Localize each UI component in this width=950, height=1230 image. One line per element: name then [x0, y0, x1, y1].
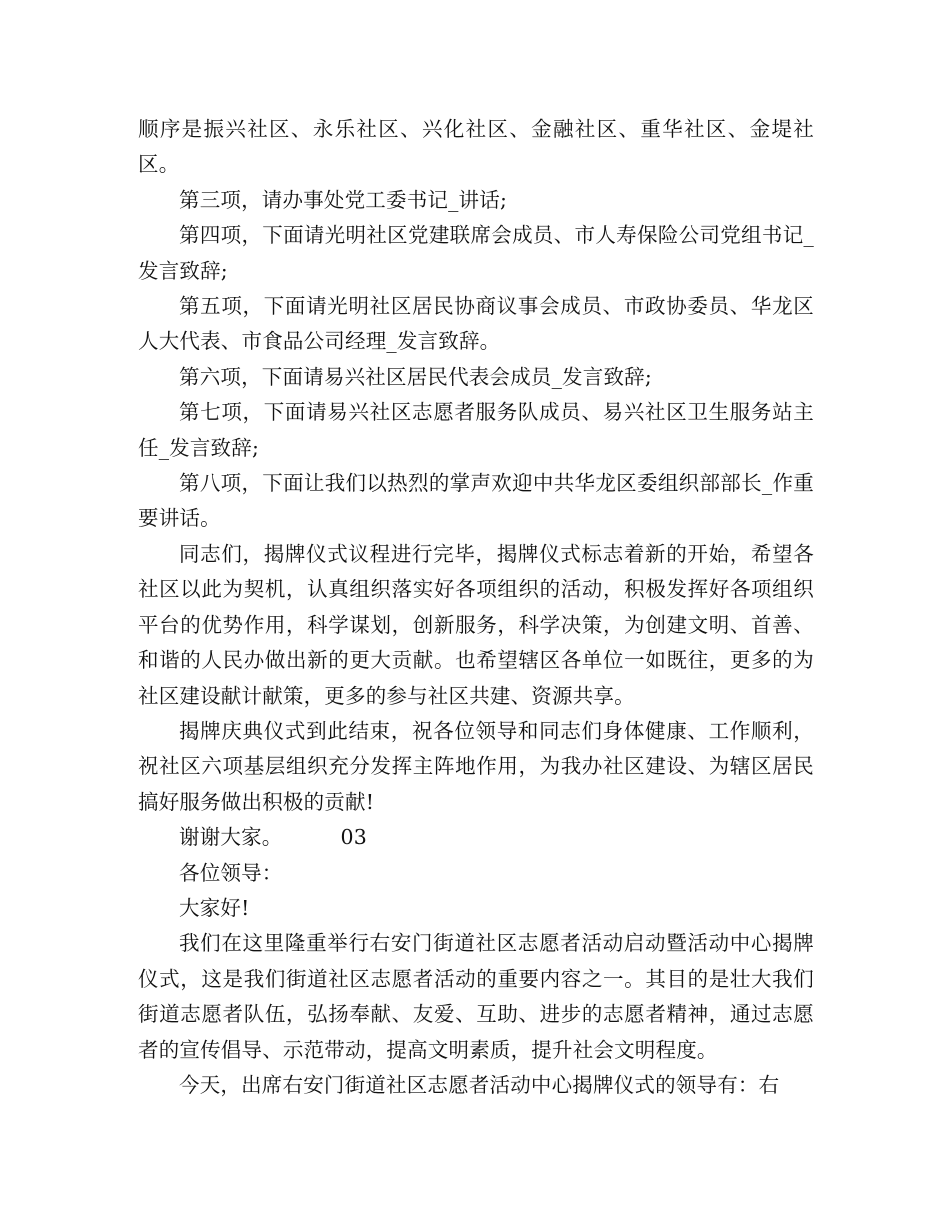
paragraph-item-seven: 第七项，下面请易兴社区志愿者服务队成员、易兴社区卫生服务站主任_发言致辞;	[138, 400, 814, 460]
paragraph-salutation-leaders: 各位领导：	[179, 860, 283, 885]
section-number: 03	[340, 825, 367, 850]
paragraph-item-five: 第五项，下面请光明社区居民协商议事会成员、市政协委员、华龙区人大代表、市食品公司经理_发言致辞。	[138, 294, 814, 354]
paragraph-item-three: 第三项，请办事处党工委书记_讲话;	[179, 187, 508, 212]
paragraph-item-eight: 第八项，下面让我们以热烈的掌声欢迎中共华龙区委组织部部长_作重要讲话。	[138, 471, 814, 531]
paragraph-volunteer-intro: 我们在这里隆重举行右安门街道社区志愿者活动启动暨活动中心揭牌仪式，这是我们街道社区志愿者活动的重要内容之一。其目的是壮大我们街道志愿者队伍，弘扬奉献、友爱、互助、进步的志愿者精神，通过志愿者的宣传倡导、示范带动，提高文明素质，提升社会文明程度。	[138, 931, 814, 1062]
document-body	[138, 112, 814, 1103]
paragraph-closing-remarks: 同志们，揭牌仪式议程进行完毕，揭牌仪式标志着新的开始，希望各社区以此为契机，认真组织落实好各项组织的活动，积极发挥好各项组织平台的优势作用，科学谋划，创新服务，科学决策，为创建文明、首善、和谐的人民办做出新的更大贡献。也希望辖区各单位一如既往，更多的为社区建设献计献策，更多的参与社区共建、资源共享。	[138, 541, 814, 708]
paragraph-item-six: 第六项，下面请易兴社区居民代表会成员_发言致辞;	[179, 364, 652, 389]
paragraph-attending-leaders: 今天，出席右安门街道社区志愿者活动中心揭牌仪式的领导有：右	[179, 1072, 780, 1097]
paragraph-ceremony-end: 揭牌庆典仪式到此结束，祝各位领导和同志们身体健康、工作顺利，祝社区六项基层组织充分发挥主阵地作用，为我办社区建设、为辖区居民搞好服务做出积极的贡献!	[138, 718, 814, 814]
paragraph-greeting: 大家好!	[179, 895, 250, 920]
paragraph-community-order: 顺序是振兴社区、永乐社区、兴化社区、金融社区、重华社区、金堤社区。	[138, 117, 814, 177]
thanks-text: 谢谢大家。	[179, 825, 283, 850]
paragraph-thanks	[138, 820, 814, 855]
paragraph-item-four: 第四项，下面请光明社区党建联席会成员、市人寿保险公司党组书记_发言致辞;	[138, 223, 814, 283]
